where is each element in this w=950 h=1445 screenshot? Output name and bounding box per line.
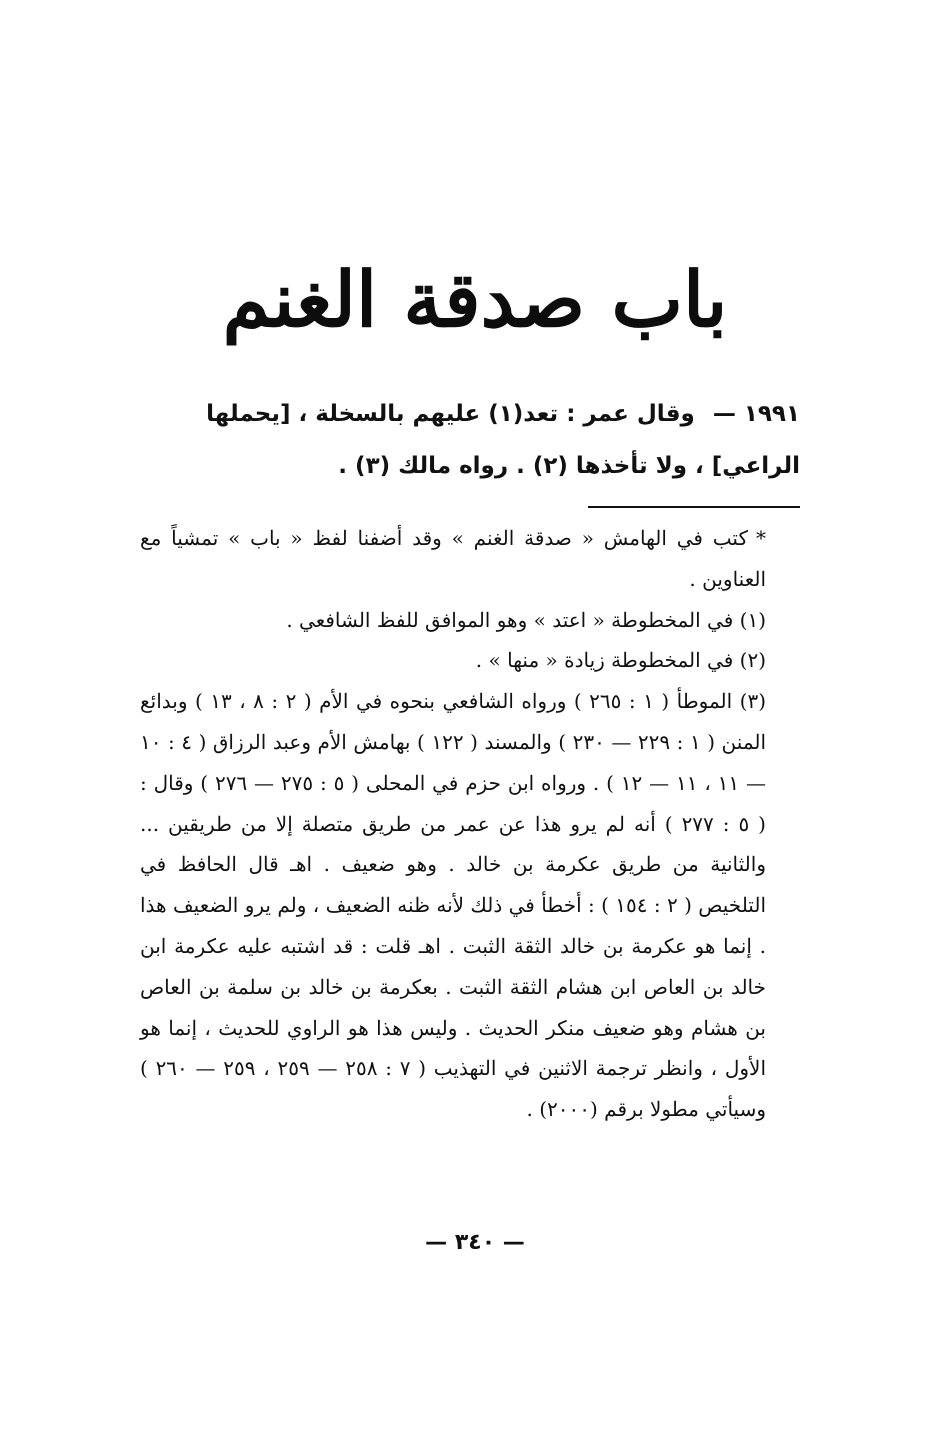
chapter-title: باب صدقة الغنم bbox=[222, 255, 728, 344]
footnote-star-text: كتب في الهامش « صدقة الغنم » وقد أضفنا لفظ « باب » تمشياً مع العناوين . bbox=[140, 526, 766, 591]
footnote-separator bbox=[588, 506, 800, 508]
footnotes-block bbox=[140, 518, 800, 1130]
asterisk-mark: * bbox=[756, 526, 766, 550]
footnote-star bbox=[140, 518, 800, 600]
hadith-body: وقال عمر : تعد(١) عليهم بالسخلة ، [يحملها الراعي] ، ولا تأخذها (٢) . رواه مالك (٣) . bbox=[206, 401, 800, 479]
footnote-1: (١) في المخطوطة « اعتد » وهو الموافق للفظ الشافعي . bbox=[286, 607, 766, 632]
footnote-2: (٢) في المخطوطة زيادة « منها » . bbox=[475, 648, 766, 673]
footnote-3: (٣) الموطأ ( ١ : ٢٦٥ ) ورواه الشافعي بنحوه في الأم ( ٢ : ٨ ، ١٣ ) وبدائع المنن ( ١ : ٢٢٩ — ٢٣٠ ) والمسند ( ١٢٢ ) بهامش الأم وعبد الرزاق ( ٤ : ١٠ — ١١ ، ١١ — ١٢ ) . ورواه ابن حزم في المحلى ( ٥ : ٢٧٥ — ٢٧٦ ) وقال : ( ٥ : ٢٧٧ ) أنه لم يرو هذا عن عمر من طريق متصلة إلا من طريقين ... والثانية من طريق عكرمة بن خالد . وهو ضعيف . اهـ قال الحافظ في التلخيص ( ٢ : ١٥٤ ) : أخطأ في ذلك لأنه ظنه الضعيف ، ولم يرو الضعيف هذا . إنما هو عكرمة بن خالد الثقة الثبت . اهـ قلت : قد اشتبه عليه عكرمة ابن خالد بن العاص ابن هشام الثقة الثبت . بعكرمة بن خالد بن سلمة بن العاص بن هشام وهو ضعيف منكر الحديث . وليس هذا هو الراوي للحديث ، إنما هو الأول ، وانظر ترجمة الاثنين في التهذيب ( ٧ : ٢٥٨ — ٢٥٩ ، ٢٥٩ — ٢٦٠ ) وسيأتي مطولا برقم (٢٠٠٠) . bbox=[140, 689, 767, 1122]
hadith-text-block bbox=[140, 388, 800, 492]
hadith-number: ١٩٩١ — bbox=[712, 401, 800, 427]
page-number: — ٣٤٠ — bbox=[425, 1230, 525, 1255]
